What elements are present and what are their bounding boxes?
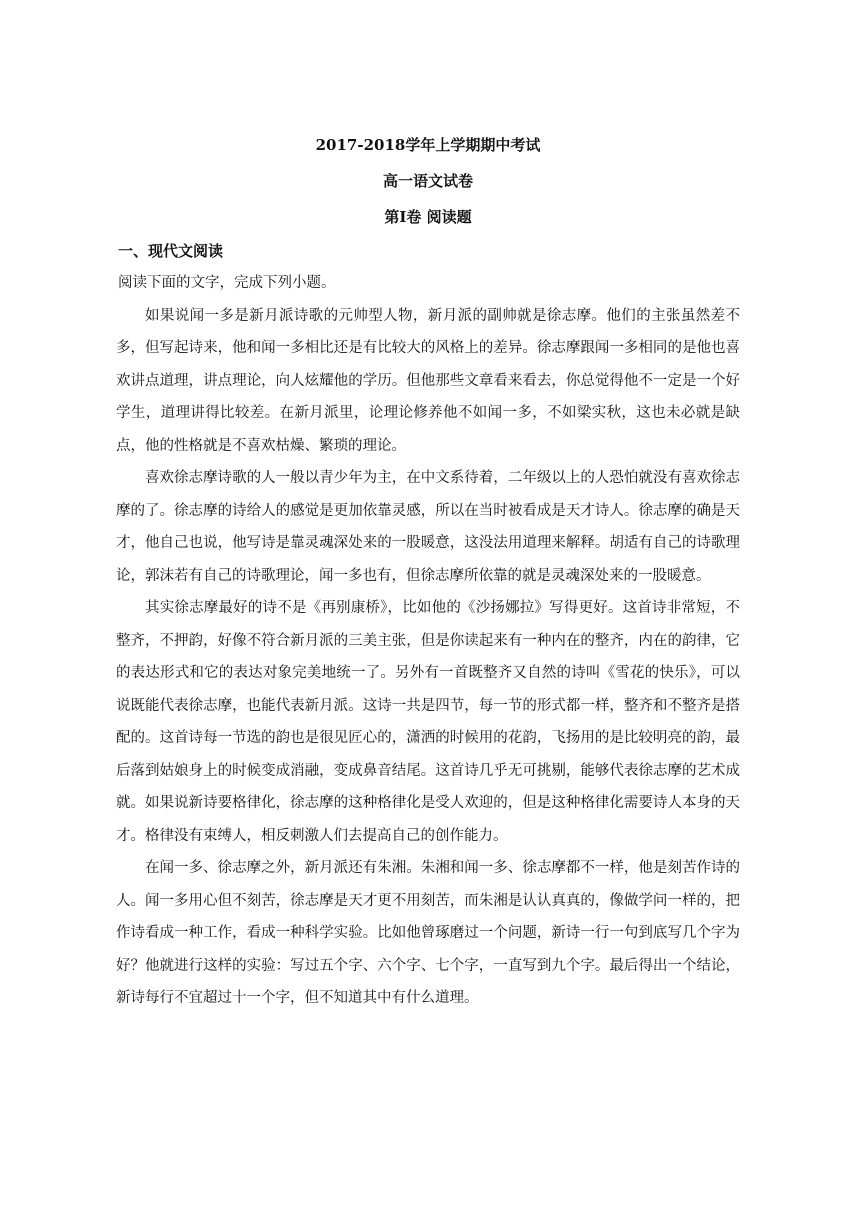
passage-paragraph-2: 喜欢徐志摩诗歌的人一般以青少年为主，在中文系待着，二年级以上的人恐怕就没有喜欢徐志摩的了。徐志摩的诗给人的感觉是更加依靠灵感，所以在当时被看成是天才诗人。徐志摩的确是天才，他自己也说，他写诗是靠灵魂深处来的一股暖意，这没法用道理来解释。胡适有自己的诗歌理论，郭沫若有自己的诗歌理论，闻一多也有，但徐志摩所依靠的就是灵魂深处来的一股暖意。: [116, 470, 740, 584]
exam-title: 2017-2018学年上学期期中考试: [315, 136, 541, 154]
volume-title: 第Ⅰ卷 阅读题: [384, 208, 472, 226]
passage-paragraph-1: 如果说闻一多是新月派诗歌的元帅型人物，新月派的副帅就是徐志摩。他们的主张虽然差不多，但写起诗来，他和闻一多相比还是有比较大的风格上的差异。徐志摩跟闻一多相同的是他也喜欢讲点道理，讲点理论，向人炫耀他的学历。但他那些文章看来看去，你总觉得他不一定是一个好学生，道理讲得比较差。在新月派里，论理论修养他不如闻一多，不如梁实秋，这也未必就是缺点，他的性格就是不喜欢枯燥、繁琐的理论。: [116, 307, 740, 454]
paper-title: 高一语文试卷: [382, 172, 473, 190]
section-instruction: 阅读下面的文字，完成下列小题。: [118, 275, 336, 291]
section-heading: 一、现代文阅读: [118, 242, 224, 260]
passage-paragraph-3: 其实徐志摩最好的诗不是《再别康桥》，比如他的《沙扬娜拉》写得更好。这首诗非常短，不整齐，不押韵，好像不符合新月派的三美主张，但是你读起来有一种内在的整齐，内在的韵律，它的表达形式和它的表达对象完美地统一了。另外有一首既整齐又自然的诗叫《雪花的快乐》，可以说既能代表徐志摩，也能代表新月派。这诗一共是四节，每一节的形式都一样，整齐和不整齐是搭配的。这首诗每一节选的韵也是很见匠心的，潇洒的时候用的花韵，飞扬用的是比较明亮的韵，最后落到姑娘身上的时候变成消融，变成鼻音结尾。这首诗几乎无可挑剔，能够代表徐志摩的艺术成就。如果说新诗要格律化，徐志摩的这种格律化是受人欢迎的，但是这种格律化需要诗人本身的天才。格律没有束缚人，相反刺激人们去提高自己的创作能力。: [116, 600, 740, 844]
passage-paragraph-4: 在闻一多、徐志摩之外，新月派还有朱湘。朱湘和闻一多、徐志摩都不一样，他是刻苦作诗的人。闻一多用心但不刻苦，徐志摩是天才更不用刻苦，而朱湘是认认真真的，像做学问一样的，把作诗看成一种工作，看成一种科学实验。比如他曾琢磨过一个问题，新诗一行一句到底写几个字为好？他就进行这样的实验：写过五个字、六个字、七个字，一直写到九个字。最后得出一个结论，新诗每行不宜超过十一个字，但不知道其中有什么道理。: [116, 860, 740, 1006]
